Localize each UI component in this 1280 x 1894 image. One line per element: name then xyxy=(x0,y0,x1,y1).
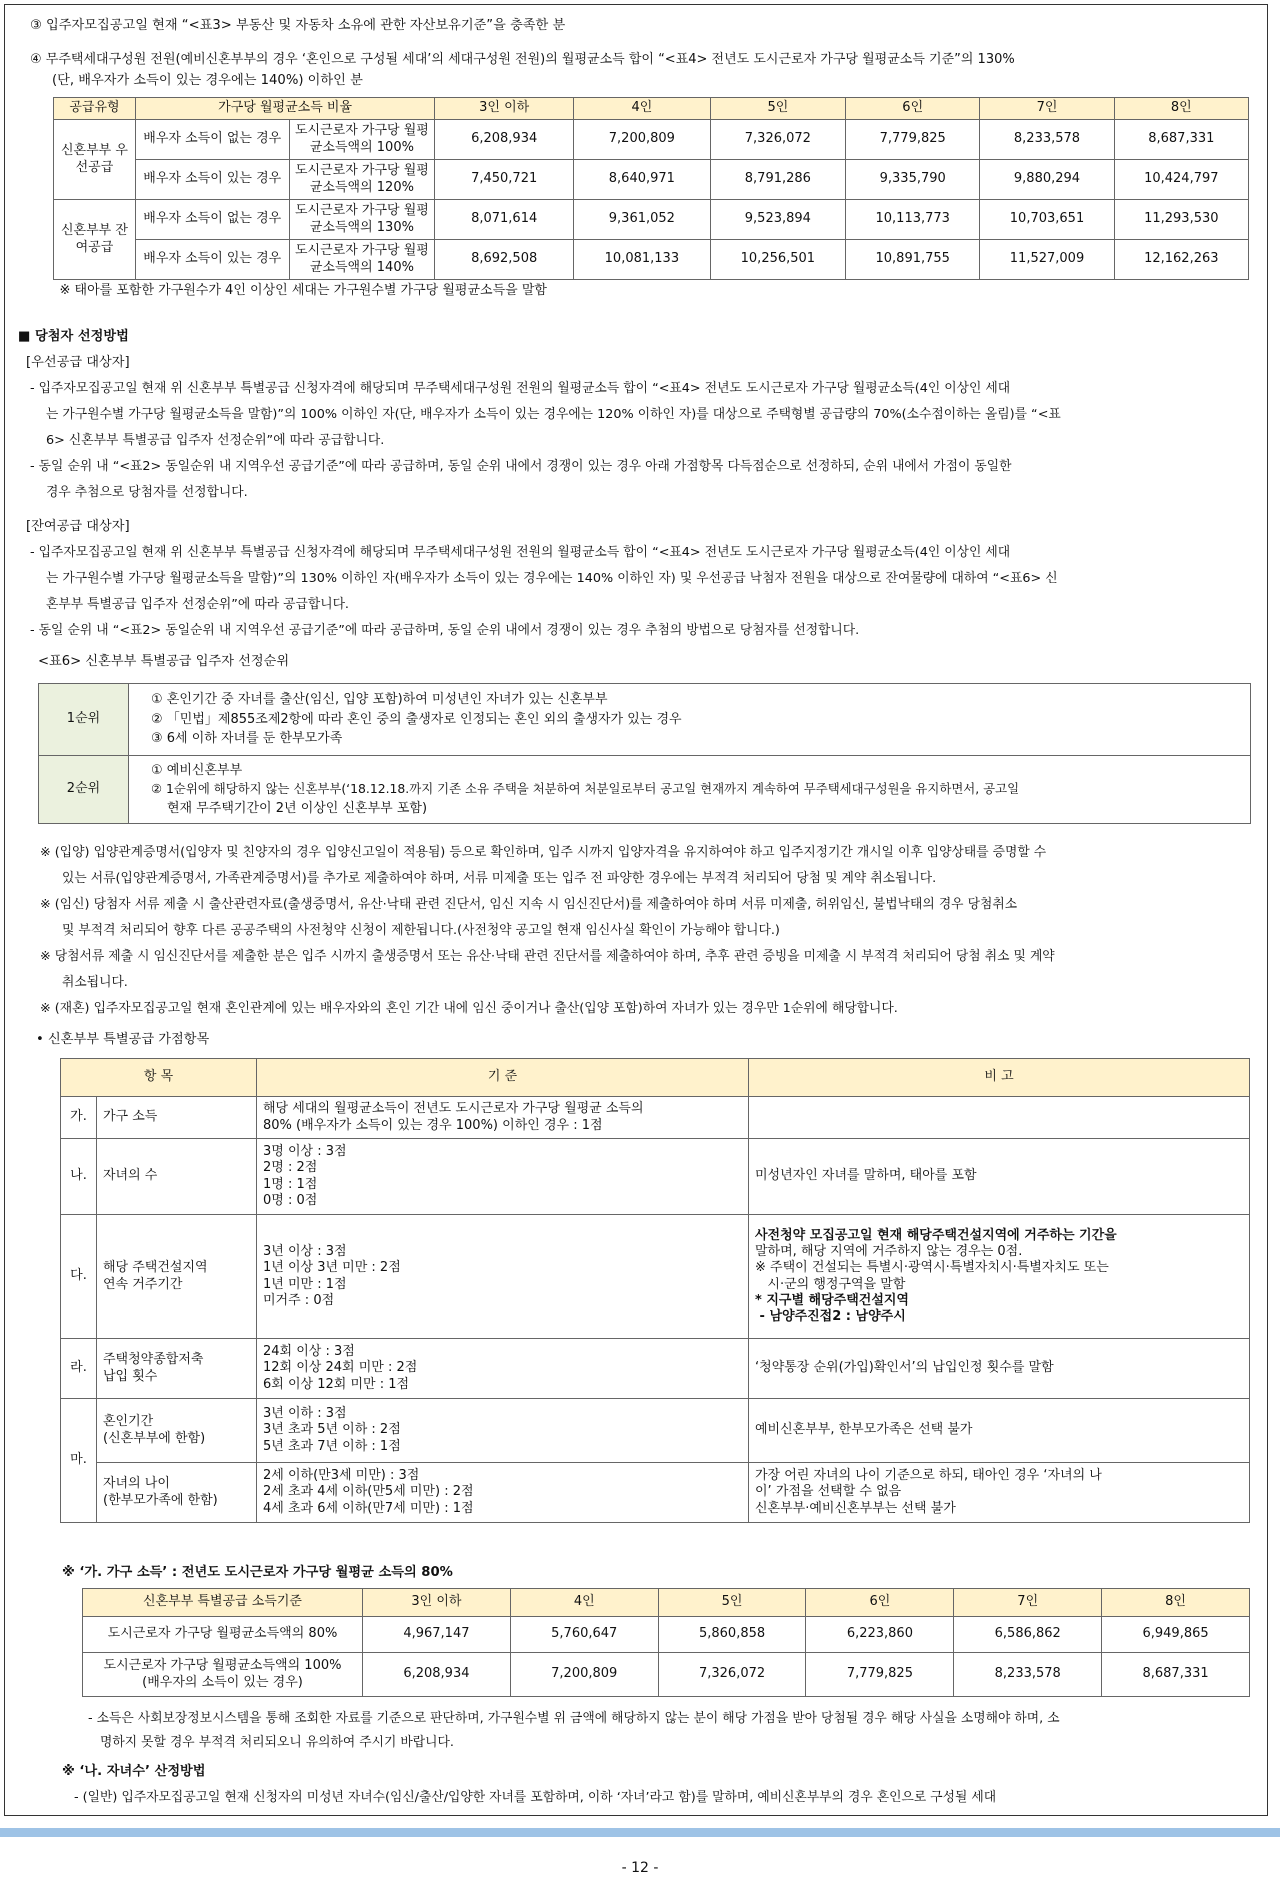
note-line: 말하며, 해당 지역에 거주하지 않는 경우는 0점. xyxy=(755,1244,1023,1259)
priority-line: 경우 추첨으로 당첨자를 선정합니다. xyxy=(46,485,248,500)
note-line: * 지구별 해당주택건설지역 xyxy=(755,1292,909,1308)
col-criteria: 기 준 xyxy=(257,1059,749,1097)
item-no: 나. xyxy=(61,1139,97,1215)
value: 7,200,809 xyxy=(574,120,711,160)
value: 7,326,072 xyxy=(710,120,845,160)
remain-line: 는 가구원수별 가구당 월평균소득을 말함)”의 130% 이하인 자(배우자가 소득이 있는 경우에는 140% 이하인 자) 및 우선공급 낙첨자 전원을 대상으로 잔여물량에 대하여 “<표6> 신 xyxy=(46,571,1058,586)
col-6: 6인 xyxy=(846,98,980,120)
item-no: 가. xyxy=(61,1097,97,1139)
criteria-line: 미거주 : 0점 xyxy=(263,1292,335,1308)
row-label: 도시근로자 가구당 월평균소득액의 100% (배우자의 소득이 있는 경우) xyxy=(83,1653,363,1697)
score-title: • 신혼부부 특별공급 가점항목 xyxy=(36,1032,210,1047)
rank-line: ③ 6세 이하 자녀를 둔 한부모가족 xyxy=(151,731,343,747)
criteria-line: 80% (배우자가 소득이 있는 경우 100%) 이하인 경우 : 1점 xyxy=(263,1117,603,1133)
ratio: 도시근로자 가구당 월평균소득액의 140% xyxy=(289,240,435,280)
value: 6,949,865 xyxy=(1102,1617,1250,1653)
value: 8,233,578 xyxy=(954,1653,1102,1697)
note-cell: 미성년자인 자녀를 말하며, 태아를 포함 xyxy=(749,1139,1250,1215)
group-type: 신혼부부 잔여공급 xyxy=(54,200,136,280)
item-4: ④ 무주택세대구성원 전원(예비신혼부부의 경우 ‘혼인으로 구성될 세대’의 세대구성원 전원)의 월평균소득 합이 “<표4> 전년도 도시근로자 가구당 월평균소득 기준”의 130% xyxy=(30,52,1015,67)
rank-caption: <표6> 신혼부부 특별공급 입주자 선정순위 xyxy=(38,654,290,669)
remain-line: - 동일 순위 내 “<표2> 동일순위 내 지역우선 공급기준”에 따라 공급하며, 동일 순위 내에서 경쟁이 있는 경우 추첨의 방법으로 당첨자를 선정합니다. xyxy=(30,623,860,638)
value: 7,779,825 xyxy=(806,1653,954,1697)
note-line: 취소됩니다. xyxy=(62,975,128,990)
note-line: 이’ 가점을 선택할 수 없음 xyxy=(755,1484,902,1500)
remain-line: - 입주자모집공고일 현재 위 신혼부부 특별공급 신청자격에 해당되며 무주택세대구성원 전원의 월평균소득 합이 “<표4> 전년도 도시근로자 가구당 월평균소득(4인 이상인 세대 xyxy=(30,545,1011,560)
value: 8,233,578 xyxy=(980,120,1114,160)
criteria-line: 2세 초과 4세 이하(만5세 미만) : 2점 xyxy=(263,1484,474,1500)
rank-line: ① 혼인기간 중 자녀를 출산(임신, 입양 포함)하여 미성년인 자녀가 있는 신혼부부 xyxy=(151,692,608,708)
value: 11,293,530 xyxy=(1114,200,1248,240)
note-line: ※ (임신) 당첨자 서류 제출 시 출산관련자료(출생증명서, 유산·낙태 관련 진단서, 임신 지속 시 임신진단서)를 제출하여야 하며 서류 미제출, 허위임신, 불법낙태의 경우 당첨취소 xyxy=(40,897,1018,912)
criteria-line: 0명 : 0점 xyxy=(263,1192,318,1208)
value: 10,081,133 xyxy=(574,240,711,280)
value: 7,450,721 xyxy=(435,160,574,200)
value: 10,703,651 xyxy=(980,200,1114,240)
col-type: 공급유형 xyxy=(54,98,136,120)
note-line: 및 부적격 처리되어 향후 다른 공공주택의 사전청약 신청이 제한됩니다.(사전청약 공고일 현재 임신사실 확인이 가능해야 합니다.) xyxy=(62,923,780,938)
value: 10,424,797 xyxy=(1114,160,1248,200)
note-cell: 예비신혼부부, 한부모가족은 선택 불가 xyxy=(749,1399,1250,1463)
col-6: 6인 xyxy=(806,1589,954,1617)
item-name: 가구 소득 xyxy=(97,1097,257,1139)
page-number: - 12 - xyxy=(621,1860,659,1876)
value: 8,692,508 xyxy=(435,240,574,280)
income80-title: ※ ‘가. 가구 소득’ : 전년도 도시근로자 가구당 월평균 소득의 80% xyxy=(62,1565,453,1580)
item-no: 다. xyxy=(61,1215,97,1339)
col-item: 항 목 xyxy=(61,1059,257,1097)
cond: 배우자 소득이 없는 경우 xyxy=(135,200,289,240)
col-5: 5인 xyxy=(710,98,845,120)
remain-line: 혼부부 특별공급 입주자 선정순위”에 따라 공급합니다. xyxy=(46,597,349,612)
value: 6,223,860 xyxy=(806,1617,954,1653)
value: 9,523,894 xyxy=(710,200,845,240)
criteria-line: 12회 이상 24회 미만 : 2점 xyxy=(263,1360,418,1376)
criteria-line: 4세 초과 6세 이하(만7세 미만) : 1점 xyxy=(263,1500,474,1516)
criteria-line: 2명 : 2점 xyxy=(263,1160,318,1176)
value: 7,326,072 xyxy=(658,1653,806,1697)
col-note: 비 고 xyxy=(749,1059,1250,1097)
item-3: ③ 입주자모집공고일 현재 “<표3> 부동산 및 자동차 소유에 관한 자산보유기준”을 충족한 분 xyxy=(30,18,566,33)
children-line: - (일반) 입주자모집공고일 현재 신청자의 미성년 자녀수(임신/출산/입양한 자녀를 포함하며, 이하 ‘자녀’라고 함)를 말하며, 예비신혼부부의 경우 혼인으로 구성될 세대 xyxy=(74,1790,997,1805)
note-line: 신혼부부·예비신혼부부는 선택 불가 xyxy=(755,1500,956,1516)
note-cell: ‘청약통장 순위(가입)확인서’의 납입인정 횟수를 말함 xyxy=(749,1339,1250,1399)
value: 8,640,971 xyxy=(574,160,711,200)
rank-label: 2순위 xyxy=(39,756,129,824)
ratio: 도시근로자 가구당 월평균소득액의 120% xyxy=(289,160,435,200)
cond: 배우자 소득이 있는 경우 xyxy=(135,240,289,280)
note-line: - 남양주진접2 : 남양주시 xyxy=(755,1309,906,1324)
criteria-line: 3년 이상 : 3점 xyxy=(263,1244,347,1259)
criteria-line: 3년 초과 5년 이하 : 2점 xyxy=(263,1422,401,1438)
children-title: ※ ‘나. 자녀수’ 산정방법 xyxy=(62,1764,206,1779)
rank-line: ② 「민법」제855조제2항에 따라 혼인 중의 출생자로 인정되는 혼인 외의 출생자가 있는 경우 xyxy=(151,711,682,727)
value: 8,071,614 xyxy=(435,200,574,240)
value: 10,113,773 xyxy=(846,200,980,240)
value: 12,162,263 xyxy=(1114,240,1248,280)
item-4-cont: (단, 배우자가 소득이 있는 경우에는 140%) 이하인 분 xyxy=(52,73,363,88)
col-5: 5인 xyxy=(658,1589,806,1617)
value: 6,586,862 xyxy=(954,1617,1102,1653)
value: 6,208,934 xyxy=(435,120,574,160)
income-note: ※ 태아를 포함한 가구원수가 4인 이상인 세대는 가구원수별 가구당 월평균소득을 말함 xyxy=(54,280,1249,302)
note-line: ※ (입양) 입양관계증명서(입양자 및 친양자의 경우 입양신고일이 적용됨) 등으로 확인하며, 입주 시까지 입양자격을 유지하여야 하고 입주지정기간 개시일 이후 입양상태를 증명할 수 xyxy=(40,845,1047,860)
rank-table xyxy=(38,683,1251,824)
item-name: 자녀의 수 xyxy=(97,1139,257,1215)
col-3: 3인 이하 xyxy=(363,1589,511,1617)
income-table xyxy=(53,97,1249,302)
priority-title: [우선공급 대상자] xyxy=(26,355,130,370)
row-label: 도시근로자 가구당 월평균소득액의 80% xyxy=(83,1617,363,1653)
priority-line: 6> 신혼부부 특별공급 입주자 선정순위”에 따라 공급합니다. xyxy=(46,433,385,448)
rank-line: 현재 무주택기간이 2년 이상인 신혼부부 포함) xyxy=(167,800,428,816)
note-line: ※ 당첨서류 제출 시 임신진단서를 제출한 분은 입주 시까지 출생증명서 또는 유산·낙태 관련 진단서를 제출하여야 하며, 추후 관련 증빙을 미제출 시 부적격 처리되어 당첨 취소 및 계약 xyxy=(40,949,1055,964)
col-standard: 신혼부부 특별공급 소득기준 xyxy=(83,1589,363,1617)
bottom-note: 명하지 못할 경우 부적격 처리되오니 유의하여 주시기 바랍니다. xyxy=(100,1735,454,1750)
note-line: 시·군의 행정구역을 말함 xyxy=(755,1276,906,1292)
selection-title: ■ 당첨자 선정방법 xyxy=(18,329,129,344)
item-name: 해당 주택건설지역 연속 거주기간 xyxy=(97,1215,257,1339)
item-no: 라. xyxy=(61,1339,97,1399)
value: 6,208,934 xyxy=(363,1653,511,1697)
value: 4,967,147 xyxy=(363,1617,511,1653)
criteria-line: 해당 세대의 월평균소득이 전년도 도시근로자 가구당 월평균 소득의 xyxy=(263,1101,644,1117)
group-type: 신혼부부 우선공급 xyxy=(54,120,136,200)
footer-bar xyxy=(0,1828,1280,1837)
value: 10,256,501 xyxy=(710,240,845,280)
col-8: 8인 xyxy=(1102,1589,1250,1617)
criteria-line: 6회 이상 12회 미만 : 1점 xyxy=(263,1376,410,1392)
priority-line: - 동일 순위 내 “<표2> 동일순위 내 지역우선 공급기준”에 따라 공급하며, 동일 순위 내에서 경쟁이 있는 경우 아래 가점항목 다득점순으로 선정하되, 순위 내에서 가점이 동일한 xyxy=(30,459,1012,474)
rank-label: 1순위 xyxy=(39,684,129,756)
note-line: 사전청약 모집공고일 현재 해당주택건설지역에 거주하는 기간을 xyxy=(755,1227,1117,1243)
note-line: ※ 주택이 건설되는 특별시·광역시·특별자치시·특별자치도 또는 xyxy=(755,1260,1109,1276)
value: 10,891,755 xyxy=(846,240,980,280)
value: 9,880,294 xyxy=(980,160,1114,200)
ratio: 도시근로자 가구당 월평균소득액의 100% xyxy=(289,120,435,160)
note-line: 있는 서류(입양관계증명서, 가족관계증명서)를 추가로 제출하여야 하며, 서류 미제출 또는 입주 전 파양한 경우에는 부적격 처리되어 당첨 및 계약 취소됩니다. xyxy=(62,871,937,886)
rank-line: ② 1순위에 해당하지 않는 신혼부부(‘18.12.18.까지 기존 소유 주택을 처분하여 처분일로부터 공고일 현재까지 계속하여 무주택세대구성원을 유지하면서, 공고일 xyxy=(151,781,1020,797)
value: 8,791,286 xyxy=(710,160,845,200)
note-line: 가장 어린 자녀의 나이 기준으로 하되, 태아인 경우 ‘자녀의 나 xyxy=(755,1468,1102,1484)
col-7: 7인 xyxy=(954,1589,1102,1617)
criteria-line: 1명 : 1점 xyxy=(263,1176,318,1192)
cond: 배우자 소득이 없는 경우 xyxy=(135,120,289,160)
criteria-line: 1년 미만 : 1점 xyxy=(263,1276,347,1292)
col-8: 8인 xyxy=(1114,98,1248,120)
priority-line: - 입주자모집공고일 현재 위 신혼부부 특별공급 신청자격에 해당되며 무주택세대구성원 전원의 월평균소득 합이 “<표4> 전년도 도시근로자 가구당 월평균소득(4인 이상인 세대 xyxy=(30,381,1011,396)
criteria-line: 3년 이하 : 3점 xyxy=(263,1406,347,1422)
criteria-line: 2세 이하(만3세 미만) : 3점 xyxy=(263,1468,420,1484)
value: 9,335,790 xyxy=(846,160,980,200)
remain-title: [잔여공급 대상자] xyxy=(26,519,130,534)
criteria-line: 24회 이상 : 3점 xyxy=(263,1344,355,1360)
criteria-line: 5년 초과 7년 이하 : 1점 xyxy=(263,1438,401,1454)
priority-line: 는 가구원수별 가구당 월평균소득을 말함)”의 100% 이하인 자(단, 배우자가 소득이 있는 경우에는 120% 이하인 자)를 대상으로 주택형별 공급량의 70%(소수점이하는 올림)를 “<표 xyxy=(46,407,1061,422)
rank-line: ① 예비신혼부부 xyxy=(151,762,243,778)
value: 8,687,331 xyxy=(1102,1653,1250,1697)
col-4: 4인 xyxy=(510,1589,658,1617)
col-ratio: 가구당 월평균소득 비율 xyxy=(135,98,434,120)
bottom-note: - 소득은 사회보장정보시스템을 통해 조회한 자료를 기준으로 판단하며, 가구원수별 위 금액에 해당하지 않는 분이 해당 가점을 받아 당첨될 경우 해당 사실을 소명해야 하며, 소 xyxy=(88,1711,1060,1726)
value: 11,527,009 xyxy=(980,240,1114,280)
value: 9,361,052 xyxy=(574,200,711,240)
cond: 배우자 소득이 있는 경우 xyxy=(135,160,289,200)
value: 8,687,331 xyxy=(1114,120,1248,160)
item-name: 주택청약종합저축 납입 횟수 xyxy=(97,1339,257,1399)
value: 7,779,825 xyxy=(846,120,980,160)
item-name: 혼인기간 (신혼부부에 한함) xyxy=(97,1399,257,1463)
value: 5,760,647 xyxy=(510,1617,658,1653)
col-3: 3인 이하 xyxy=(435,98,574,120)
value: 5,860,858 xyxy=(658,1617,806,1653)
score-table xyxy=(60,1058,1250,1523)
criteria-line: 3명 이상 : 3점 xyxy=(263,1144,347,1159)
ratio: 도시근로자 가구당 월평균소득액의 130% xyxy=(289,200,435,240)
criteria-line: 1년 이상 3년 미만 : 2점 xyxy=(263,1260,401,1276)
col-4: 4인 xyxy=(574,98,711,120)
item-name: 자녀의 나이 (한부모가족에 한함) xyxy=(97,1463,257,1523)
note-line: ※ (재혼) 입주자모집공고일 현재 혼인관계에 있는 배우자와의 혼인 기간 내에 임신 중이거나 출산(입양 포함)하여 자녀가 있는 경우만 1순위에 해당합니다. xyxy=(40,1001,898,1016)
col-7: 7인 xyxy=(980,98,1114,120)
value: 7,200,809 xyxy=(510,1653,658,1697)
income80-table xyxy=(82,1588,1250,1697)
item-no: 마. xyxy=(61,1399,97,1523)
